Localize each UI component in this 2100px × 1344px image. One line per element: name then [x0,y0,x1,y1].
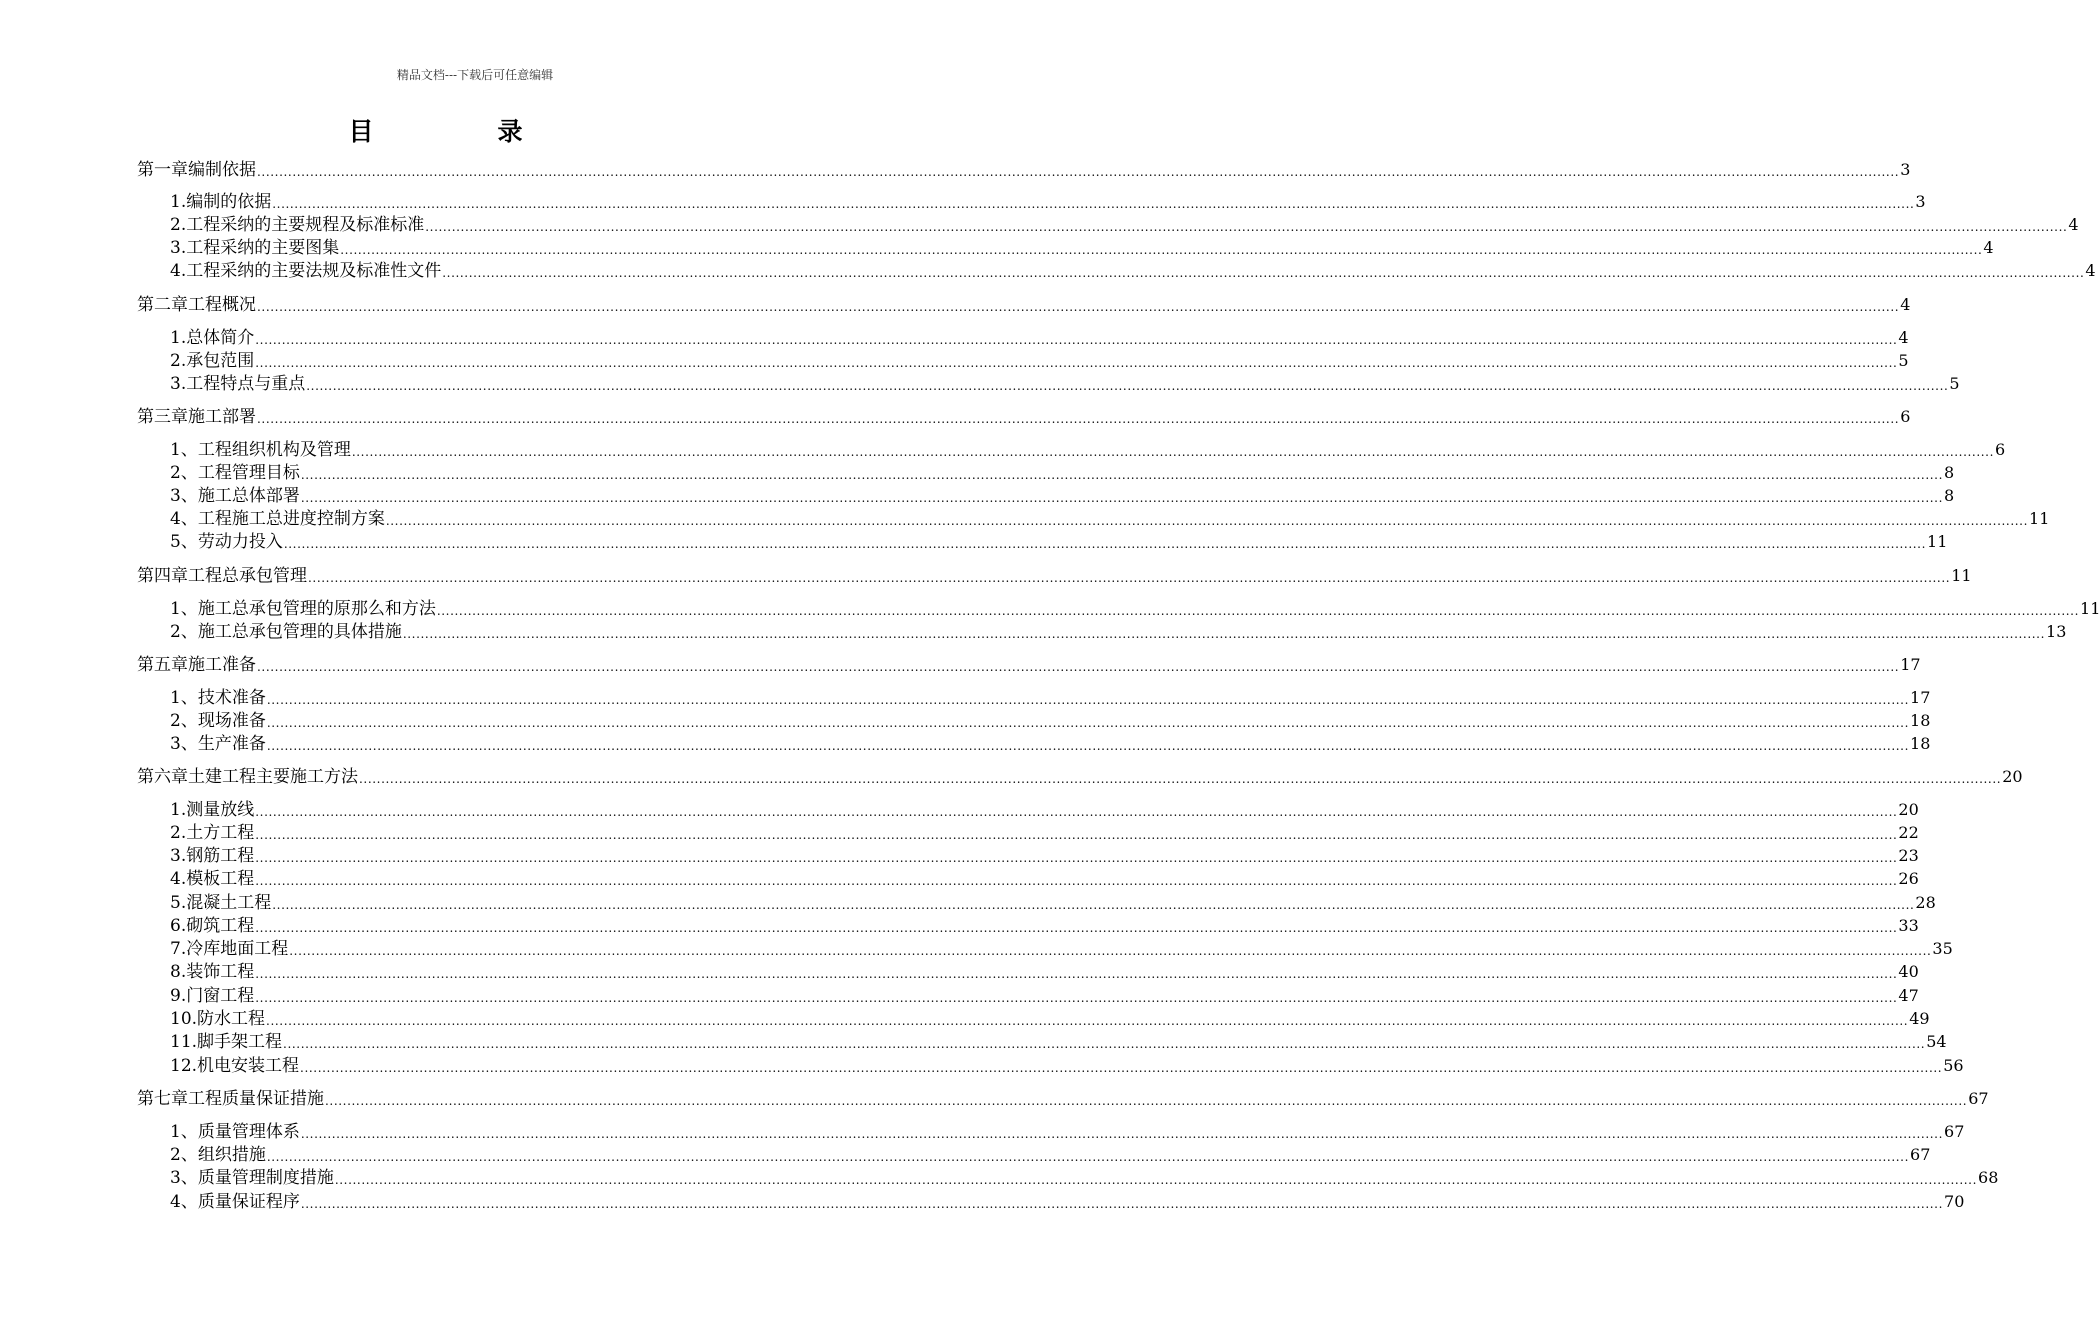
toc-entry-number: 第一章 [137,160,188,180]
toc-entry-title: 施工总体部署 [197,486,300,506]
toc-entry-title: 模板工程 [186,869,255,889]
toc-chapter-entry[interactable] [137,1088,1989,1110]
toc-page-number: 20 [2002,767,2023,786]
toc-page-number: 47 [1898,986,1919,1005]
toc-section-entry[interactable] [170,938,1953,960]
toc-entry-number: 3. [170,238,187,258]
toc-entry-number: 1、 [170,599,198,619]
toc-page-number: 26 [1898,869,1919,888]
toc-section-entry[interactable] [170,1008,1930,1030]
toc-page-number: 11 [2029,509,2050,528]
toc-entry-title: 工程特点与重点 [186,374,306,394]
toc-dot-leader: .................................................................................................................................................................................................................................................................................................................................................................................... [300,1197,1944,1211]
toc-entry-title: 冷库地面工程 [186,939,289,959]
toc-entry-title: 钢筋工程 [186,846,255,866]
toc-entry-title: 土建工程主要施工方法 [188,767,358,787]
toc-entry-title: 编制的依据 [186,192,272,212]
toc-dot-leader: .................................................................................................................................................................................................................................................................................................................................................................................... [257,300,1900,314]
toc-dot-leader: .................................................................................................................................................................................................................................................................................................................................................................................... [266,716,1910,730]
toc-dot-leader: .................................................................................................................................................................................................................................................................................................................................................................................... [255,874,1898,888]
toc-entry-number: 2. [170,215,187,235]
toc-entry-title: 施工部署 [188,407,256,427]
toc-page-number: 23 [1898,846,1919,865]
toc-page-number: 8 [1944,486,1955,505]
toc-page-number: 67 [1968,1089,1989,1108]
toc-entry-title: 质量管理制度措施 [197,1168,334,1188]
toc-entry-title: 现场准备 [197,711,266,731]
toc-entry-number: 第四章 [137,566,188,586]
toc-section-entry[interactable] [170,237,1994,259]
toc-page-number: 11 [2080,599,2100,618]
toc-dot-leader: .................................................................................................................................................................................................................................................................................................................................................................................... [272,898,1915,912]
toc-chapter-entry[interactable] [137,159,1911,181]
toc-page-number: 5 [1898,351,1909,370]
toc-page-number: 67 [1910,1145,1931,1164]
toc-entry-title: 装饰工程 [186,962,255,982]
toc-entry-number: 9. [170,986,187,1006]
toc-dot-leader: .................................................................................................................................................................................................................................................................................................................................................................................... [306,379,1949,393]
toc-section-entry[interactable] [170,621,2067,643]
toc-dot-leader: .................................................................................................................................................................................................................................................................................................................................................................................... [266,693,1910,707]
toc-entry-number: 1. [170,328,187,348]
toc-page-number: 4 [2068,215,2079,234]
toc-section-entry[interactable] [170,1121,1965,1143]
toc-page-number: 28 [1915,893,1936,912]
toc-entry-number: 11. [170,1032,198,1052]
toc-entry-number: 1. [170,192,187,212]
toc-section-entry[interactable] [170,799,1919,821]
toc-entry-title: 工程质量保证措施 [188,1089,324,1109]
toc-dot-leader: .................................................................................................................................................................................................................................................................................................................................................................................... [257,660,1900,674]
toc-dot-leader: .................................................................................................................................................................................................................................................................................................................................................................................... [255,967,1898,981]
toc-section-entry[interactable] [170,1031,1947,1053]
toc-dot-leader: .................................................................................................................................................................................................................................................................................................................................................................................... [255,805,1898,819]
toc-page-number: 8 [1944,463,1955,482]
toc-chapter-entry[interactable] [137,406,1911,428]
toc-entry-title: 承包范围 [186,351,255,371]
toc-entry-title: 工程采纳的主要图集 [186,238,340,258]
toc-entry-number: 3、 [170,1168,198,1188]
toc-section-entry[interactable] [170,1144,1931,1166]
toc-entry-number: 1、 [170,1122,198,1142]
toc-page-number: 6 [1995,440,2006,459]
toc-entry-title: 质量管理体系 [197,1122,300,1142]
toc-entry-title: 生产准备 [197,734,266,754]
toc-page-number: 3 [1900,160,1911,179]
toc-entry-title: 工程采纳的主要规程及标准标准 [186,215,425,235]
toc-section-entry[interactable] [170,531,1948,553]
toc-section-entry[interactable] [170,868,1919,890]
toc-page-number: 6 [1900,407,1911,426]
toc-dot-leader: .................................................................................................................................................................................................................................................................................................................................................................................... [359,772,2002,786]
toc-dot-leader: .................................................................................................................................................................................................................................................................................................................................................................................... [436,604,2080,618]
toc-section-entry[interactable] [170,373,1960,395]
toc-dot-leader: .................................................................................................................................................................................................................................................................................................................................................................................... [255,851,1898,865]
toc-entry-title: 防水工程 [197,1009,266,1029]
toc-page-number: 56 [1943,1056,1964,1075]
toc-page-number: 13 [2046,622,2067,641]
toc-entry-number: 4、 [170,1192,198,1212]
toc-page-number: 70 [1944,1192,1965,1211]
toc-entry-number: 2、 [170,711,198,731]
toc-section-entry[interactable] [170,1191,1965,1213]
toc-entry-title: 施工总承包管理的原那么和方法 [197,599,436,619]
toc-entry-title: 编制依据 [188,160,256,180]
toc-dot-leader: .................................................................................................................................................................................................................................................................................................................................................................................... [272,197,1915,211]
toc-chapter-entry[interactable] [137,766,2023,788]
toc-page-number: 67 [1944,1122,1965,1141]
toc-chapter-entry[interactable] [137,294,1911,316]
toc-dot-leader: .................................................................................................................................................................................................................................................................................................................................................................................... [442,266,2085,280]
toc-entry-title: 施工准备 [188,655,256,675]
toc-entry-number: 5. [170,893,187,913]
toc-section-entry[interactable] [170,462,1955,484]
toc-section-entry[interactable] [170,845,1919,867]
toc-dot-leader: .................................................................................................................................................................................................................................................................................................................................................................................... [351,445,1995,459]
toc-section-entry[interactable] [170,485,1955,507]
toc-entry-number: 第五章 [137,655,188,675]
toc-entry-title: 工程组织机构及管理 [197,440,351,460]
page-header: 精品文档---下载后可任意编辑 [396,68,554,82]
toc-dot-leader: .................................................................................................................................................................................................................................................................................................................................................................................... [255,991,1898,1005]
toc-entry-title: 施工总承包管理的具体措施 [197,622,402,642]
toc-section-entry[interactable] [170,892,1936,914]
toc-entry-title: 砌筑工程 [186,916,255,936]
toc-dot-leader: .................................................................................................................................................................................................................................................................................................................................................................................... [255,828,1898,842]
toc-dot-leader: .................................................................................................................................................................................................................................................................................................................................................................................... [283,537,1927,551]
toc-section-entry[interactable] [170,598,2100,620]
toc-section-entry[interactable] [170,508,2050,530]
toc-dot-leader: .................................................................................................................................................................................................................................................................................................................................................................................... [334,1173,1978,1187]
toc-section-entry[interactable] [170,439,2006,461]
toc-entry-title: 混凝土工程 [186,893,272,913]
toc-entry-title: 土方工程 [186,823,255,843]
toc-page-number: 4 [2085,261,2096,280]
toc-page-number: 3 [1915,192,1926,211]
toc-entry-number: 1、 [170,440,198,460]
toc-entry-number: 12. [170,1056,198,1076]
toc-dot-leader: .................................................................................................................................................................................................................................................................................................................................................................................... [255,333,1898,347]
toc-section-entry[interactable] [170,191,1926,213]
toc-section-entry[interactable] [170,710,1931,732]
toc-page-number: 20 [1898,800,1919,819]
toc-entry-number: 8. [170,962,187,982]
toc-entry-number: 7. [170,939,187,959]
toc-entry-number: 3. [170,374,187,394]
toc-entry-number: 3、 [170,486,198,506]
toc-entry-number: 第七章 [137,1089,188,1109]
toc-dot-leader: .................................................................................................................................................................................................................................................................................................................................................................................... [340,243,1983,257]
toc-entry-number: 第六章 [137,767,188,787]
toc-page-number: 4 [1900,295,1911,314]
toc-dot-leader: .................................................................................................................................................................................................................................................................................................................................................................................... [300,468,1944,482]
toc-dot-leader: .................................................................................................................................................................................................................................................................................................................................................................................... [300,491,1944,505]
toc-dot-leader: .................................................................................................................................................................................................................................................................................................................................................................................... [255,356,1898,370]
toc-entry-number: 6. [170,916,187,936]
toc-entry-number: 2、 [170,622,198,642]
toc-dot-leader: .................................................................................................................................................................................................................................................................................................................................................................................... [385,514,2029,528]
toc-title: 目录 [348,117,647,146]
toc-page-number: 4 [1983,238,1994,257]
toc-dot-leader: .................................................................................................................................................................................................................................................................................................................................................................................... [266,739,1910,753]
toc-section-entry[interactable] [170,822,1919,844]
toc-page-number: 11 [1951,566,1972,585]
toc-section-entry[interactable] [170,1167,1999,1189]
toc-entry-title: 工程总承包管理 [188,566,307,586]
toc-dot-leader: .................................................................................................................................................................................................................................................................................................................................................................................... [257,165,1900,179]
toc-dot-leader: .................................................................................................................................................................................................................................................................................................................................................................................... [289,944,1932,958]
toc-page-number: 68 [1978,1168,1999,1187]
toc-section-entry[interactable] [170,214,2079,236]
toc-entry-title: 质量保证程序 [197,1192,300,1212]
toc-entry-title: 劳动力投入 [197,532,283,552]
toc-dot-leader: .................................................................................................................................................................................................................................................................................................................................................................................... [255,921,1898,935]
toc-entry-title: 总体简介 [186,328,255,348]
toc-page-number: 18 [1910,734,1931,753]
toc-entry-number: 2、 [170,1145,198,1165]
toc-entry-title: 测量放线 [186,800,255,820]
toc-section-entry[interactable] [170,985,1919,1007]
toc-entry-title: 门窗工程 [186,986,255,1006]
toc-section-entry[interactable] [170,350,1909,372]
toc-chapter-entry[interactable] [137,654,1921,676]
toc-page-number: 18 [1910,711,1931,730]
toc-dot-leader: .................................................................................................................................................................................................................................................................................................................................................................................... [300,1061,1943,1075]
toc-entry-title: 技术准备 [197,688,266,708]
toc-page-number: 17 [1900,655,1921,674]
toc-entry-number: 10. [170,1009,198,1029]
toc-entry-number: 4. [170,869,187,889]
toc-page-number: 11 [1927,532,1948,551]
toc-entry-title: 脚手架工程 [197,1032,283,1052]
toc-entry-number: 4. [170,261,187,281]
toc-dot-leader: .................................................................................................................................................................................................................................................................................................................................................................................... [325,1094,1968,1108]
toc-dot-leader: .................................................................................................................................................................................................................................................................................................................................................................................... [257,412,1900,426]
toc-page-number: 35 [1932,939,1953,958]
toc-entry-number: 2. [170,823,187,843]
toc-section-entry[interactable] [170,260,2096,282]
toc-section-entry[interactable] [170,961,1919,983]
toc-dot-leader: .................................................................................................................................................................................................................................................................................................................................................................................... [425,220,2068,234]
toc-entry-title: 工程概况 [188,295,256,315]
toc-page-number: 49 [1909,1009,1930,1028]
toc-entry-number: 第二章 [137,295,188,315]
toc-entry-number: 1、 [170,688,198,708]
toc-entry-title: 机电安装工程 [197,1056,300,1076]
toc-entry-number: 3、 [170,734,198,754]
toc-section-entry[interactable] [170,733,1931,755]
toc-section-entry[interactable] [170,687,1931,709]
toc-dot-leader: .................................................................................................................................................................................................................................................................................................................................................................................... [266,1014,1909,1028]
toc-entry-number: 第三章 [137,407,188,427]
toc-section-entry[interactable] [170,327,1909,349]
toc-chapter-entry[interactable] [137,565,1972,587]
toc-entry-number: 5、 [170,532,198,552]
toc-section-entry[interactable] [170,915,1919,937]
toc-page-number: 54 [1926,1032,1947,1051]
toc-entry-title: 工程施工总进度控制方案 [197,509,385,529]
toc-entry-title: 工程采纳的主要法规及标准性文件 [186,261,442,281]
toc-page-number: 40 [1898,962,1919,981]
toc-entry-title: 组织措施 [197,1145,266,1165]
toc-page-number: 33 [1898,916,1919,935]
toc-dot-leader: .................................................................................................................................................................................................................................................................................................................................................................................... [283,1037,1926,1051]
toc-page-number: 4 [1898,328,1909,347]
toc-dot-leader: .................................................................................................................................................................................................................................................................................................................................................................................... [266,1150,1910,1164]
toc-section-entry[interactable] [170,1055,1964,1077]
toc-entry-number: 2、 [170,463,198,483]
toc-entry-number: 4、 [170,509,198,529]
toc-page-number: 22 [1898,823,1919,842]
toc-entry-number: 1. [170,800,187,820]
toc-entry-number: 3. [170,846,187,866]
toc-entry-number: 2. [170,351,187,371]
toc-dot-leader: .................................................................................................................................................................................................................................................................................................................................................................................... [300,1127,1944,1141]
toc-page-number: 5 [1949,374,1960,393]
toc-dot-leader: .................................................................................................................................................................................................................................................................................................................................................................................... [402,627,2046,641]
toc-dot-leader: .................................................................................................................................................................................................................................................................................................................................................................................... [308,571,1951,585]
toc-entry-title: 工程管理目标 [197,463,300,483]
toc-page-number: 17 [1910,688,1931,707]
